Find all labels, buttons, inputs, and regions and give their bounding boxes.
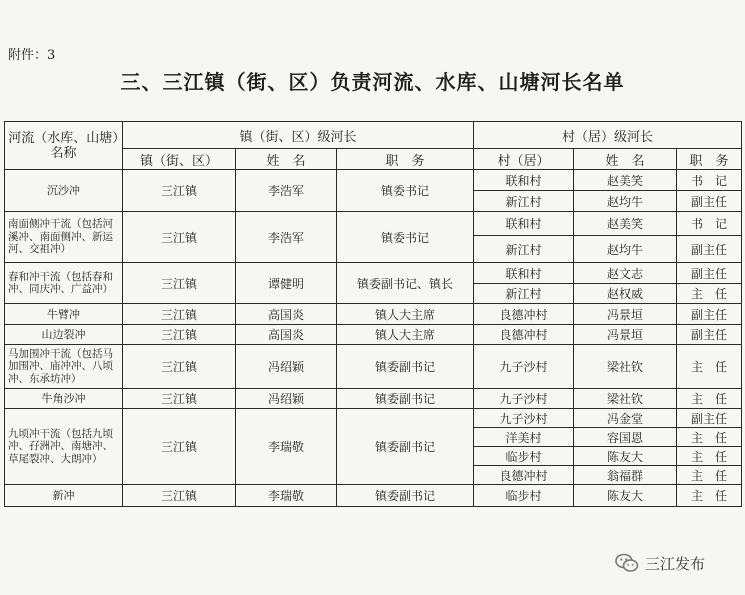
table-row <box>5 212 742 236</box>
river-name-cell: 沉沙冲 <box>5 170 123 212</box>
village-leader-cell: 赵美笑 <box>574 212 677 236</box>
village-position-cell: 主 任 <box>677 389 742 409</box>
village-cell: 临步村 <box>474 447 574 466</box>
table-row <box>5 304 742 325</box>
village-cell: 良德冲村 <box>474 325 574 345</box>
publisher-name: 三江发布 <box>645 554 706 573</box>
river-name-cell: 新冲 <box>5 485 123 507</box>
town-position-cell: 镇委副书记、镇长 <box>337 263 474 304</box>
village-cell: 新江村 <box>474 236 574 263</box>
town-leader-cell: 冯绍颖 <box>236 389 337 409</box>
table-row <box>5 485 742 507</box>
village-group-header: 村（居）级河长 <box>474 122 742 149</box>
town-position-cell: 镇人大主席 <box>337 304 474 325</box>
village-position-cell: 书 记 <box>677 212 742 236</box>
village-leader-cell: 冯金堂 <box>574 409 677 428</box>
town-cell: 三江镇 <box>123 170 236 212</box>
town-cell: 三江镇 <box>123 345 236 389</box>
river-chief-table <box>4 121 742 507</box>
village-position-cell: 主 任 <box>677 447 742 466</box>
town-position-header: 职 务 <box>337 149 474 170</box>
town-cell: 三江镇 <box>123 212 236 263</box>
village-leader-cell: 陈友大 <box>574 447 677 466</box>
village-cell: 临步村 <box>474 485 574 507</box>
town-name-header: 姓 名 <box>236 149 337 170</box>
village-position-cell: 副主任 <box>677 409 742 428</box>
village-cell: 新江村 <box>474 284 574 304</box>
village-cell: 九子沙村 <box>474 389 574 409</box>
village-position-cell: 主 任 <box>677 284 742 304</box>
village-leader-cell: 翁福群 <box>574 466 677 485</box>
publisher-logo <box>615 551 705 575</box>
village-position-cell: 副主任 <box>677 325 742 345</box>
village-leader-cell: 冯景垣 <box>574 304 677 325</box>
village-position-cell: 主 任 <box>677 428 742 447</box>
town-leader-cell: 高国炎 <box>236 304 337 325</box>
village-cell: 良德冲村 <box>474 304 574 325</box>
river-name-cell: 春和冲干流（包括春和冲、同庆冲、广益冲） <box>5 263 123 304</box>
town-position-cell: 镇委书记 <box>337 170 474 212</box>
attachment-label: 附件：3 <box>8 48 56 63</box>
village-cell: 联和村 <box>474 170 574 191</box>
town-position-cell: 镇委副书记 <box>337 345 474 389</box>
town-leader-cell: 李浩军 <box>236 170 337 212</box>
village-header: 村（居） <box>474 149 574 170</box>
village-position-cell: 主 任 <box>677 345 742 389</box>
wechat-icon <box>615 552 639 574</box>
table-row <box>5 345 742 389</box>
village-leader-cell: 赵均牛 <box>574 191 677 212</box>
town-position-cell: 镇委副书记 <box>337 409 474 485</box>
village-cell: 九子沙村 <box>474 409 574 428</box>
town-leader-cell: 李瑞敬 <box>236 409 337 485</box>
town-leader-cell: 李浩军 <box>236 212 337 263</box>
village-cell: 洋美村 <box>474 428 574 447</box>
page-title: 三、三江镇（街、区）负责河流、水库、山塘河长名单 <box>120 70 625 94</box>
river-name-cell: 山边裂冲 <box>5 325 123 345</box>
village-leader-cell: 陈友大 <box>574 485 677 507</box>
table-row <box>5 389 742 409</box>
town-position-cell: 镇委副书记 <box>337 485 474 507</box>
village-leader-cell: 梁社钦 <box>574 345 677 389</box>
town-position-cell: 镇委书记 <box>337 212 474 263</box>
village-position-cell: 主 任 <box>677 485 742 507</box>
town-leader-cell: 李瑞敬 <box>236 485 337 507</box>
village-position-cell: 书 记 <box>677 170 742 191</box>
village-leader-cell: 容国恩 <box>574 428 677 447</box>
table-row <box>5 170 742 191</box>
river-name-cell: 牛臂冲 <box>5 304 123 325</box>
village-cell: 良德冲村 <box>474 466 574 485</box>
river-name-cell: 九顷冲干流（包括九顷冲、孖洲冲、南塘冲、草尾裂冲、大朗冲） <box>5 409 123 485</box>
village-position-cell: 主 任 <box>677 466 742 485</box>
town-position-cell: 镇人大主席 <box>337 325 474 345</box>
town-leader-cell: 谭健明 <box>236 263 337 304</box>
village-leader-cell: 冯景垣 <box>574 325 677 345</box>
river-name-cell: 南面侧冲干流（包括河溪冲、南面侧冲、新运河、交祖冲） <box>5 212 123 263</box>
village-position-cell: 副主任 <box>677 263 742 284</box>
village-leader-cell: 赵均牛 <box>574 236 677 263</box>
river-column-header: 河流（水库、山塘）名称 <box>5 122 123 170</box>
town-cell: 三江镇 <box>123 325 236 345</box>
village-leader-cell: 赵文志 <box>574 263 677 284</box>
town-leader-cell: 高国炎 <box>236 325 337 345</box>
village-name-header: 姓 名 <box>574 149 677 170</box>
table-row <box>5 409 742 428</box>
town-cell: 三江镇 <box>123 485 236 507</box>
table-row <box>5 263 742 284</box>
village-cell: 联和村 <box>474 212 574 236</box>
town-cell: 三江镇 <box>123 304 236 325</box>
village-cell: 九子沙村 <box>474 345 574 389</box>
village-cell: 新江村 <box>474 191 574 212</box>
village-cell: 联和村 <box>474 263 574 284</box>
village-leader-cell: 赵权威 <box>574 284 677 304</box>
village-position-header: 职 务 <box>677 149 742 170</box>
town-group-header: 镇（街、区）级河长 <box>123 122 474 149</box>
village-leader-cell: 赵美笑 <box>574 170 677 191</box>
river-name-cell: 马加围冲干流（包括马加围冲、庙冲冲、八顷冲、东承坊冲） <box>5 345 123 389</box>
village-position-cell: 副主任 <box>677 304 742 325</box>
village-leader-cell: 梁社钦 <box>574 389 677 409</box>
town-position-cell: 镇委副书记 <box>337 389 474 409</box>
town-cell: 三江镇 <box>123 409 236 485</box>
town-cell: 三江镇 <box>123 389 236 409</box>
village-position-cell: 副主任 <box>677 236 742 263</box>
town-cell: 三江镇 <box>123 263 236 304</box>
river-name-cell: 牛角沙冲 <box>5 389 123 409</box>
town-leader-cell: 冯绍颖 <box>236 345 337 389</box>
table-row <box>5 325 742 345</box>
town-unit-header: 镇（街、区） <box>123 149 236 170</box>
village-position-cell: 副主任 <box>677 191 742 212</box>
